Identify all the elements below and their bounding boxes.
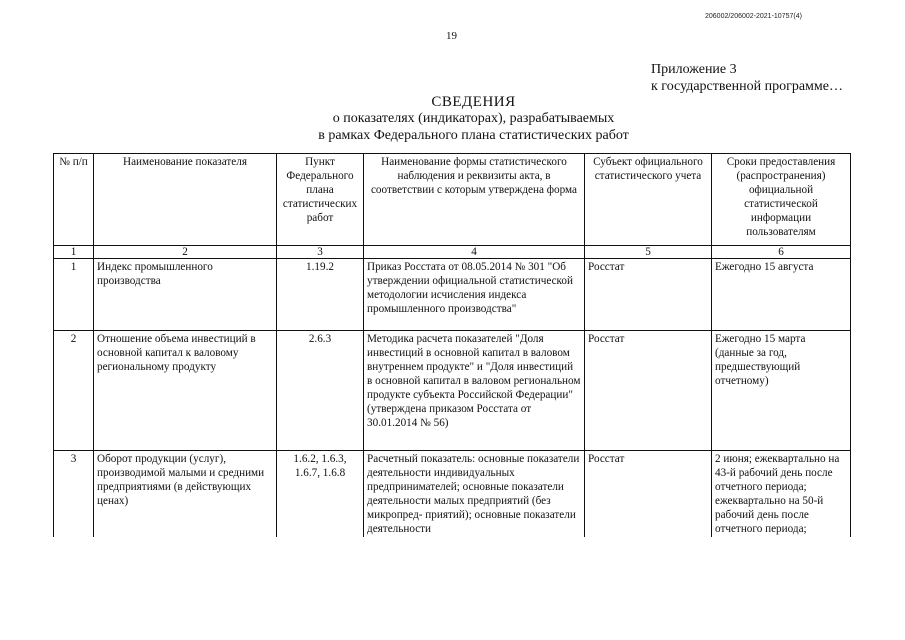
appendix-note (651, 61, 843, 95)
header-num: № п/п (54, 154, 94, 246)
document-subtitle-2: в рамках Федерального плана статистических работ (318, 128, 629, 143)
row-deadline: Ежегодно 15 марта (данные за год, предшествующий отчетному) (712, 331, 851, 451)
row-indicator-name: Индекс промышленного производства (94, 259, 277, 331)
page-number: 19 (446, 30, 457, 42)
header-subject: Субъект официального статистического учета (585, 154, 712, 246)
row-subject: Росстат (585, 259, 712, 331)
header-deadline: Сроки предоставления (распространения) официальной статистической информации пользователям (712, 154, 851, 246)
header-plan-item: Пункт Федерального плана статистических работ (277, 154, 364, 246)
row-form-name: Расчетный показатель: основные показатели деятельности индивидуальных предпринимателей; основные показатели деятельности малых предприятий (без микропред- приятий); основные показатели деятельности (364, 451, 585, 538)
column-number: 3 (277, 246, 364, 259)
column-number: 6 (712, 246, 851, 259)
column-number-row (54, 246, 851, 259)
row-indicator-name: Оборот продукции (услуг), производимой малыми и средними предприятиями (в действующих ценах) (94, 451, 277, 538)
row-num: 1 (54, 259, 94, 331)
indicators-table (53, 153, 851, 537)
header-indicator-name: Наименование показателя (94, 154, 277, 246)
table-row (54, 331, 851, 451)
row-plan-item: 1.19.2 (277, 259, 364, 331)
row-deadline: 2 июня; ежеквартально на 43-й рабочий день после отчетного периода; ежеквартально на 50-й рабочий день после отчетного периода; (712, 451, 851, 538)
row-deadline: Ежегодно 15 августа (712, 259, 851, 331)
row-indicator-name: Отношение объема инвестиций в основной капитал к валовому региональному продукту (94, 331, 277, 451)
row-subject: Росстат (585, 451, 712, 538)
document-id: 206002/206002-2021-10757(4) (705, 13, 802, 20)
appendix-line-1: Приложение 3 (651, 62, 737, 77)
table-row (54, 451, 851, 538)
row-num: 2 (54, 331, 94, 451)
table-header-row (54, 154, 851, 246)
table-row (54, 259, 851, 331)
row-plan-item: 1.6.2, 1.6.3, 1.6.7, 1.6.8 (277, 451, 364, 538)
column-number: 5 (585, 246, 712, 259)
column-number: 1 (54, 246, 94, 259)
document-title: СВЕДЕНИЯ (431, 94, 516, 110)
row-form-name: Методика расчета показателей "Доля инвестиций в основной капитал в валовом внутреннем продукте" и "Доля инвестиций в основной капитал в валовом региональном продукте субъекта Российской Федерации" (утверждена приказом Росстата от 30.01.2014 № 56) (364, 331, 585, 451)
row-form-name: Приказ Росстата от 08.05.2014 № 301 "Об утверждении официальной статистической методологии исчисления индекса промышленного производства" (364, 259, 585, 331)
header-form-name: Наименование формы статистического наблюдения и реквизиты акта, в соответствии с которым утверждена форма (364, 154, 585, 246)
column-number: 4 (364, 246, 585, 259)
column-number: 2 (94, 246, 277, 259)
row-num: 3 (54, 451, 94, 538)
row-plan-item: 2.6.3 (277, 331, 364, 451)
appendix-line-2: к государственной программе… (651, 79, 843, 94)
document-subtitle-1: о показателях (индикаторах), разрабатываемых (332, 111, 615, 126)
row-subject: Росстат (585, 331, 712, 451)
